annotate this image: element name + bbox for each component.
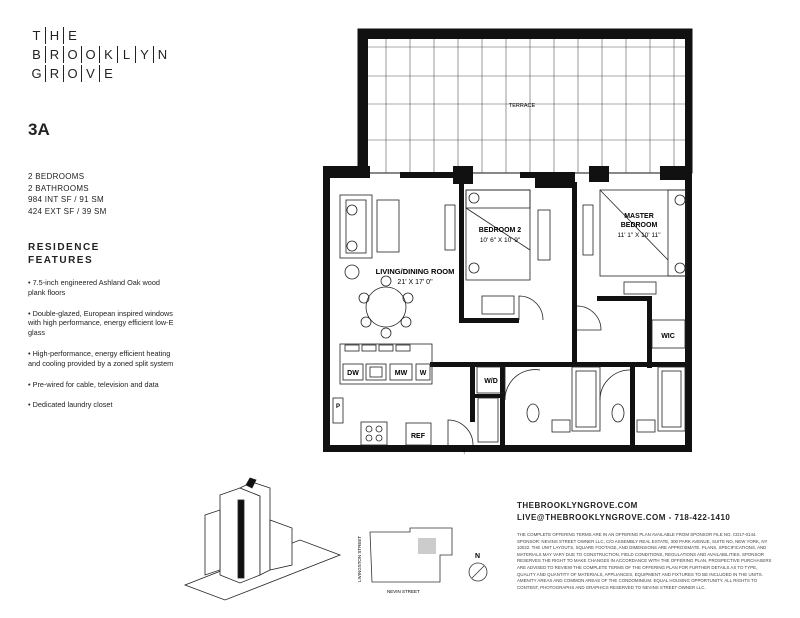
features-heading-line: FEATURES: [28, 255, 94, 266]
terrace-label: TERRACE: [508, 103, 536, 109]
feature-item: • 7.5-inch engineered Ashland Oak wood plank floors: [28, 278, 160, 297]
logo-letter: O: [82, 46, 100, 63]
refrigerator-label: REF: [411, 433, 425, 440]
logo-letter: N: [157, 47, 168, 62]
spec-interior-area: 984 INT SF / 91 SM: [28, 195, 104, 204]
logo-letter: R: [46, 46, 64, 63]
unit-number: 3A: [28, 120, 50, 139]
logo-letter: E: [104, 66, 113, 81]
logo-letter: G: [28, 65, 46, 82]
spec-exterior-area: 424 EXT SF / 39 SM: [28, 206, 107, 216]
street-side-label: LIVINGSTON STREET: [357, 535, 362, 582]
street-bottom-label: NEVIN STREET: [387, 589, 420, 594]
logo-letter: R: [46, 65, 64, 82]
logo-letter: O: [64, 46, 82, 63]
bedroom-2-dims: 10' 6" X 10' 9": [479, 237, 521, 244]
living-room-name: LIVING/DINING ROOM: [375, 267, 455, 276]
wine-label: W: [419, 370, 427, 377]
walk-in-closet-label: WIC: [661, 333, 675, 340]
logo-letter: Y: [136, 46, 154, 63]
bedroom-2-name: BEDROOM 2: [478, 227, 522, 234]
entry-arrow: ↑: [462, 447, 466, 456]
logo-letter: V: [82, 65, 100, 82]
feature-item: • High-performance, energy efficient heating and cooling provided by a zoned split system: [28, 348, 174, 368]
master-bedroom-name-1: MASTER: [624, 213, 654, 220]
logo-letter: E: [68, 28, 77, 43]
master-bedroom-dims: 11' 1" X 10' 11": [617, 232, 661, 239]
logo-letter: K: [100, 46, 118, 63]
pantry-label: P: [335, 404, 341, 410]
washer-dryer-label: W/D: [484, 378, 498, 385]
spec-bathrooms: 2 BATHROOMS: [28, 183, 89, 193]
contact-info: [517, 500, 730, 524]
website-link[interactable]: THEBROOKLYNGROVE.COM: [517, 501, 638, 510]
living-room-dims: 21' X 17' 0": [397, 279, 433, 286]
north-label: N: [475, 553, 481, 560]
features-heading-line: RESIDENCE: [28, 242, 100, 253]
dishwasher-label: DW: [347, 370, 359, 377]
logo-letter: B: [28, 46, 46, 63]
logo-letter: O: [64, 65, 82, 82]
logo-letter: T: [28, 27, 46, 44]
feature-item: • Double-glazed, European inspired windows with high performance, energy efficient low-E glass: [28, 308, 174, 338]
logo-letter: H: [46, 27, 64, 44]
master-bedroom-name-2: BEDROOM: [620, 222, 658, 229]
spec-bedrooms: 2 BEDROOMS: [28, 172, 85, 181]
legal-disclaimer: THE COMPLETE OFFERING TERMS ARE IN AN OFFERING PLAN AVAILABLE FROM SPONSOR FILE NO. CD17-0144. SPONSOR: NEVINS STREET OWNER LLC, C/O ASSEMBLY REAL ESTATE, 300 PARK AVENUE, SUITE NO, NEW YORK, NY 10022. THE UNIT LAYOUTS, SQUARE FOOTAGE, AND DIMENSIONS ARE APPROXIMATE. PLANS, SPECIFICATIONS, AND MATERIALS MAY VARY DUE TO CONSTRUCTION, FIELD CONDITIONS, REGULATIONS AND AVAILABILITIES. SPONSOR RESERVES THE RIGHT TO MAKE CHANGES IN ACCORDANCE WITH THE OFFERING PLAN. PROSPECTIVE PURCHASERS ARE ADVISED TO REVIEW THE COMPLETE TERMS OF THE OFFERING PLAN FOR FURTHER DETAILS AS TO TYPE, QUALITY AND QUANTITY OF MATERIALS, APPLIANCES, EQUIPMENT AND FIXTURES TO BE INCLUDED IN THE UNITS. AMENITY AREAS AND COMMON AREAS OF THE CONDOMINIUM. EQUAL HOUSING OPPORTUNITY. ALL RIGHTS TO CONTENT, PHOTOGRAPHS AND GRAPHICS RESERVED TO NEVINS STREET OWNER LLC.: [517, 532, 772, 590]
feature-item: • Pre-wired for cable, television and data: [28, 379, 159, 389]
microwave-label: MW: [394, 370, 408, 377]
email-phone[interactable]: LIVE@THEBROOKLYNGROVE.COM - 718-422-1410: [517, 513, 731, 522]
logo-letter: L: [118, 46, 136, 63]
feature-item: • Dedicated laundry closet: [28, 400, 113, 410]
